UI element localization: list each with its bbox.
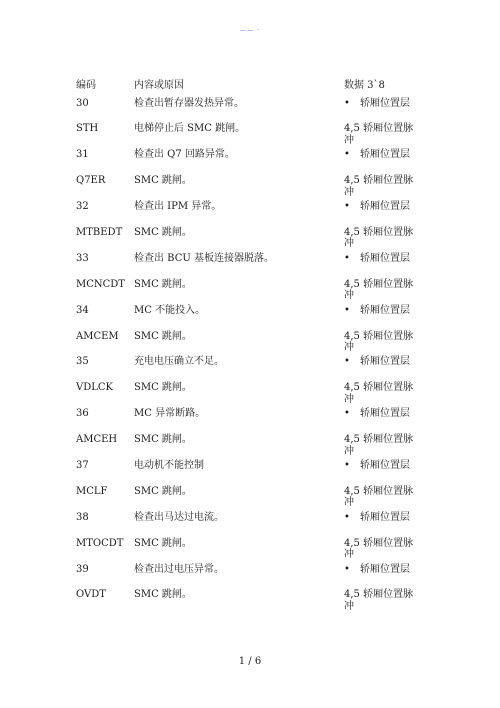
- row-data: [344, 408, 422, 420]
- row-data: [344, 227, 422, 250]
- row-data-value: 4,5 轿厢位置脉冲: [344, 123, 414, 146]
- table-row: [76, 197, 426, 223]
- row-data: [344, 460, 422, 472]
- row-description: SMC 跳闸。: [134, 382, 192, 394]
- row-data: [344, 253, 422, 265]
- row-data: [344, 486, 422, 509]
- row-description: SMC 跳闸。: [134, 589, 192, 601]
- row-description: 电动机不能控制: [134, 459, 204, 471]
- row-data-value: 4,5 轿厢位置脉冲: [344, 278, 414, 302]
- row-code: 32: [76, 201, 89, 213]
- row-description: SMC 跳闸。: [134, 537, 192, 549]
- row-data-value: 轿厢位置层: [360, 252, 410, 264]
- row-code: STH: [76, 123, 99, 135]
- row-data-value: 轿厢位置层: [360, 149, 410, 161]
- row-data-value: 轿厢位置层: [360, 511, 410, 523]
- row-data-value: 4,5 轿厢位置脉冲: [344, 330, 414, 354]
- bullet-icon: •: [344, 304, 350, 316]
- row-description: 电梯停止后 SMC 跳闸。: [134, 123, 246, 135]
- row-code: AMCEH: [76, 434, 118, 446]
- table-row: [76, 430, 426, 456]
- row-description: MC 不能投入。: [134, 304, 206, 316]
- row-code: 39: [76, 563, 89, 575]
- row-code: MCNCDT: [76, 278, 125, 290]
- table-row: [76, 301, 426, 327]
- bullet-icon: •: [344, 201, 350, 213]
- bullet-icon: •: [344, 356, 350, 368]
- row-code: Q7ER: [76, 175, 106, 187]
- bullet-icon: •: [344, 563, 350, 575]
- table-row: [76, 585, 426, 611]
- table-row: [76, 508, 426, 534]
- row-data-value: 4,5 轿厢位置脉冲: [344, 589, 414, 612]
- row-data-value: 轿厢位置层: [360, 563, 410, 575]
- table-row: [76, 223, 426, 249]
- header-code: 编码: [76, 80, 96, 91]
- row-code: VDLCK: [76, 382, 114, 394]
- row-data: [344, 512, 422, 524]
- row-code: OVDT: [76, 589, 106, 601]
- row-code: MTOCDT: [76, 537, 124, 549]
- row-description: 检查出 IPM 异常。: [134, 201, 222, 213]
- bullet-icon: •: [344, 511, 350, 523]
- bullet-icon: •: [344, 97, 350, 109]
- bullet-icon: •: [344, 408, 350, 420]
- header-description: 内容或原因: [134, 80, 184, 91]
- row-data-value: 4,5 轿厢位置脉冲: [344, 382, 414, 405]
- table-row: [76, 560, 426, 586]
- table-row: [76, 171, 426, 197]
- row-data-value: 轿厢位置层: [360, 408, 410, 420]
- row-data: [344, 305, 422, 317]
- row-data-value: 轿厢位置层: [360, 201, 410, 213]
- row-data-value: 轿厢位置层: [360, 459, 410, 471]
- error-code-table: [76, 76, 426, 611]
- table-row: [76, 404, 426, 430]
- page-number: 1 / 6: [238, 656, 262, 667]
- row-code: MTBEDT: [76, 226, 123, 238]
- table-row: [76, 94, 426, 120]
- row-data: [344, 279, 422, 302]
- row-description: SMC 跳闸。: [134, 330, 192, 342]
- row-data: [344, 434, 422, 457]
- row-data: [344, 538, 422, 561]
- row-code: 30: [76, 97, 89, 109]
- row-description: SMC 跳闸。: [134, 485, 192, 497]
- row-data-value: 4,5 轿厢位置脉冲: [344, 485, 414, 509]
- table-row: [76, 482, 426, 508]
- row-data-value: 4,5 轿厢位置脉冲: [344, 175, 414, 198]
- row-data: [344, 331, 422, 354]
- row-data-value: 4,5 轿厢位置脉冲: [344, 434, 414, 457]
- row-data-value: 4,5 轿厢位置脉冲: [344, 226, 414, 250]
- row-data-value: 轿厢位置层: [360, 356, 410, 368]
- table-row: [76, 145, 426, 171]
- row-code: 31: [76, 149, 89, 161]
- table-header-row: [76, 76, 426, 94]
- table-row: [76, 378, 426, 404]
- table-body: [76, 94, 426, 612]
- row-code: 38: [76, 511, 89, 523]
- table-row: [76, 249, 426, 275]
- row-data-value: 4,5 轿厢位置脉冲: [344, 537, 414, 561]
- row-code: AMCEM: [76, 330, 119, 342]
- row-description: SMC 跳闸。: [134, 278, 192, 290]
- row-description: 检查出 BCU 基板连接器脱落。: [134, 252, 274, 264]
- row-description: SMC 跳闸。: [134, 226, 192, 238]
- row-data: [344, 149, 422, 161]
- row-data: [344, 382, 422, 405]
- row-data: [344, 356, 422, 368]
- bullet-icon: •: [344, 252, 350, 264]
- bullet-icon: •: [344, 459, 350, 471]
- row-code: 37: [76, 459, 89, 471]
- row-description: 充电电压确立不足。: [134, 356, 224, 368]
- row-description: SMC 跳闸。: [134, 175, 192, 187]
- row-data: [344, 123, 422, 146]
- row-data: [344, 564, 422, 576]
- header-data: 数据 3`8: [344, 80, 385, 91]
- row-code: 36: [76, 408, 89, 420]
- header-mark: —— ·: [240, 27, 260, 34]
- row-data: [344, 589, 422, 612]
- row-description: 检查出过电压异常。: [134, 563, 224, 575]
- row-data-value: 轿厢位置层: [360, 304, 410, 316]
- row-description: 检查出暂存器发热异常。: [134, 97, 244, 109]
- table-row: [76, 275, 426, 301]
- row-description: SMC 跳闸。: [134, 434, 192, 446]
- row-description: 检查出马达过电流。: [134, 511, 224, 523]
- row-description: MC 异常断路。: [134, 408, 206, 420]
- row-code: 34: [76, 304, 89, 316]
- row-code: MCLF: [76, 485, 108, 497]
- bullet-icon: •: [344, 149, 350, 161]
- table-row: [76, 119, 426, 145]
- row-data: [344, 175, 422, 198]
- table-row: [76, 456, 426, 482]
- row-code: 33: [76, 252, 89, 264]
- table-row: [76, 327, 426, 353]
- row-data-value: 轿厢位置层: [360, 97, 410, 109]
- row-code: 35: [76, 356, 89, 368]
- row-data: [344, 98, 422, 110]
- table-row: [76, 534, 426, 560]
- table-row: [76, 352, 426, 378]
- row-description: 检查出 Q7 回路异常。: [134, 149, 235, 161]
- row-data: [344, 201, 422, 213]
